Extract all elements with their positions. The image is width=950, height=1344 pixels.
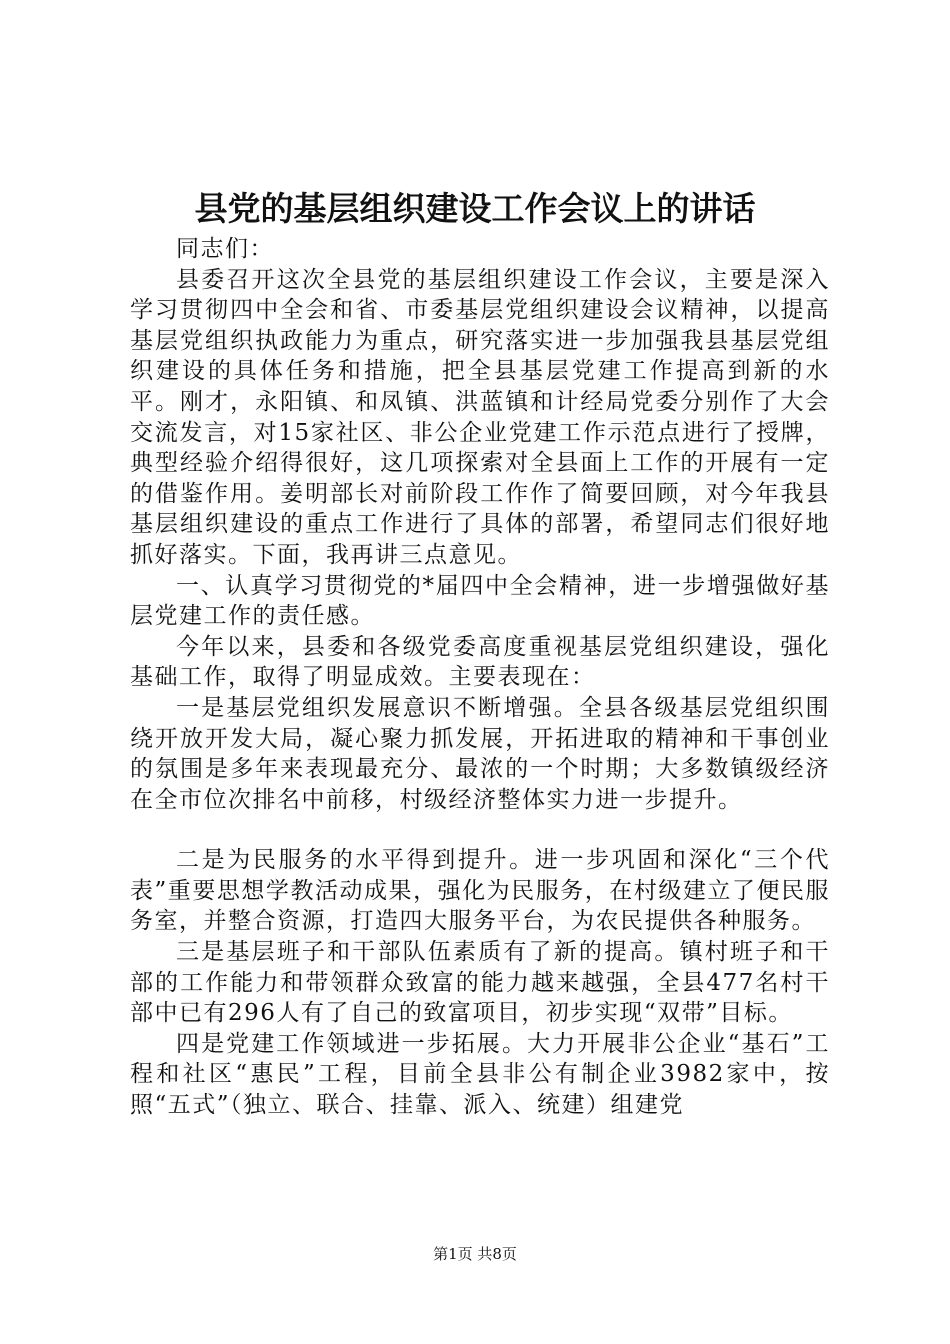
paragraph-point-three: 三是基层班子和干部队伍素质有了新的提高。镇村班子和干部的工作能力和带领群众致富的能力越来越强，全县477名村干部中已有296人有了自己的致富项目，初步实现“双带”目标。 (130, 939, 830, 1027)
document-body (130, 234, 830, 1121)
paragraph-point-one: 一是基层党组织发展意识不断增强。全县各级基层党组织围绕开放开发大局，凝心聚力抓发展，开拓进取的精神和干事创业的氛围是多年来表现最充分、最浓的一个时期；大多数镇级经济在全市位次排名中前移，村级经济整体实力进一步提升。 (130, 694, 830, 813)
page-number-footer: 第1页 共8页 (433, 1245, 517, 1263)
paragraph-intro: 县委召开这次全县党的基层组织建设工作会议，主要是深入学习贯彻四中全会和省、市委基层党组织建设会议精神，以提高基层党组织执政能力为重点，研究落实进一步加强我县基层党组织建设的具体任务和措施，把全县基层党建工作提高到新的水平。刚才，永阳镇、和凤镇、洪蓝镇和计经局党委分别作了大会交流发言，对15家社区、非公企业党建工作示范点进行了授牌，典型经验介绍得很好，这几项探索对全县面上工作的开展有一定的借鉴作用。姜明部长对前阶段工作作了简要回顾，对今年我县基层组织建设的重点工作进行了具体的部署，希望同志们很好地抓好落实。下面，我再讲三点意见。 (130, 266, 830, 568)
paragraph-section-one-heading: 一、认真学习贯彻党的*届四中全会精神，进一步增强做好基层党建工作的责任感。 (130, 572, 830, 630)
paragraph-point-two: 二是为民服务的水平得到提升。进一步巩固和深化“三个代表”重要思想学教活动成果，强化为民服务，在村级建立了便民服务室，并整合资源，打造四大服务平台，为农民提供各种服务。 (130, 847, 830, 935)
document-title: 县党的基层组织建设工作会议上的讲话 (194, 189, 756, 228)
paragraph-greeting: 同志们： (176, 236, 274, 262)
paragraph-point-four: 四是党建工作领域进一步拓展。大力开展非公企业“基石”工程和社区“惠民”工程，目前全县非公有制企业3982家中，按照“五式”（独立、联合、挂靠、派入、统建）组建党 (130, 1030, 830, 1119)
paragraph-achievements-intro: 今年以来，县委和各级党委高度重视基层党组织建设，强化基础工作，取得了明显成效。主要表现在： (130, 633, 830, 691)
